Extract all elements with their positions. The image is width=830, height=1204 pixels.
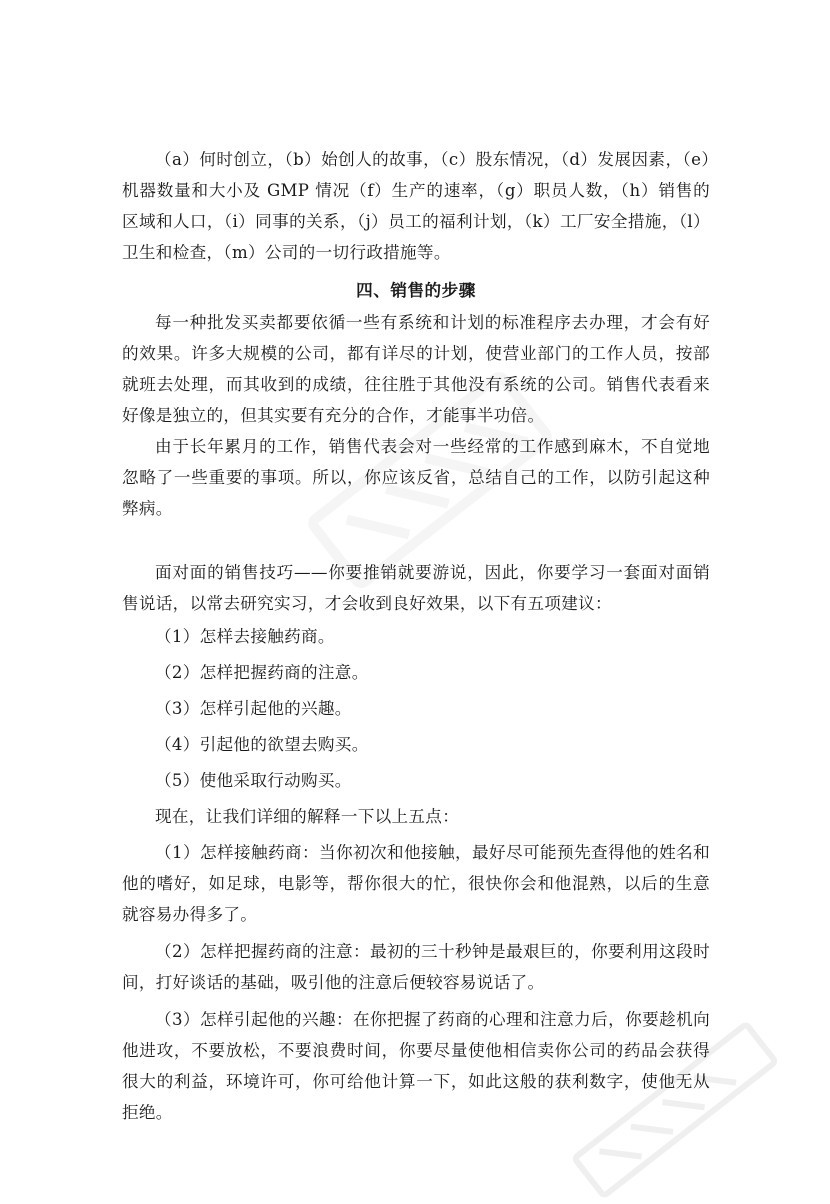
- paragraph-explain-intro: 现在，让我们详细的解释一下以上五点：: [155, 807, 460, 826]
- paragraph-point-2: （2）怎样把握药商的注意：最初的三十秒钟是最艰巨的，你要利用这段时间，打好谈话的基础，吸引他的注意后便较容易说话了。: [122, 942, 710, 992]
- list-item: （5）使他采取行动购买。: [155, 771, 352, 790]
- list-item: （4）引起他的欲望去购买。: [155, 735, 369, 754]
- paragraph-systematic-process: 每一种批发买卖都要依循一些有系统和计划的标准程序去办理，才会有好的效果。许多大规模的公司，都有详尽的计划，使营业部门的工作人员，按部就班去处理，而其收到的成绩，往往胜于其他没有系统的公司。销售代表看来好像是独立的，但其实要有充分的合作，才能事半功倍。: [122, 313, 710, 425]
- paragraph-point-3: （3）怎样引起他的兴趣：在你把握了药商的心理和注意力后，你要趁机向他进攻，不要放松，不要浪费时间，你要尽量使他相信卖你公司的药品会获得很大的利益，环境许可，你可给他计算一下，如此这般的获利数字，使他无从拒绝。: [122, 1010, 710, 1122]
- paragraph-point-1: （1）怎样接触药商：当你初次和他接触，最好尽可能预先查得他的姓名和他的嗜好，如足球，电影等，帮你很大的忙，很快你会和他混熟，以后的生意就容易办得多了。: [122, 843, 710, 924]
- document-body: [122, 144, 710, 1128]
- paragraph-company-info: （a）何时创立，（b）始创人的故事，（c）股东情况，（d）发展因素，（e）机器数量和大小及 GMP 情况（f）生产的速率，（g）职员人数，（h）销售的区域和人口，（i）同事的关系，（j）员工的福利计划，（k）工厂安全措施，（l）卫生和检查，（m）公司的一切行政措施等。: [122, 150, 710, 262]
- list-item: （2）怎样把握药商的注意。: [155, 663, 369, 682]
- list-item: （3）怎样引起他的兴趣。: [155, 699, 352, 718]
- paragraph-face-to-face: 面对面的销售技巧——你要推销就要游说，因此，你要学习一套面对面销售说话，以常去研究实习，才会收到良好效果，以下有五项建议：: [122, 563, 710, 613]
- suggestion-list: [122, 619, 710, 799]
- paragraph-self-review: 由于长年累月的工作，销售代表会对一些经常的工作感到麻木，不自觉地忽略了一些重要的事项。所以，你应该反省，总结自己的工作，以防引起这种弊病。: [122, 437, 710, 518]
- list-item: （1）怎样去接触药商。: [155, 627, 335, 646]
- section-heading: 四、销售的步骤: [356, 281, 476, 300]
